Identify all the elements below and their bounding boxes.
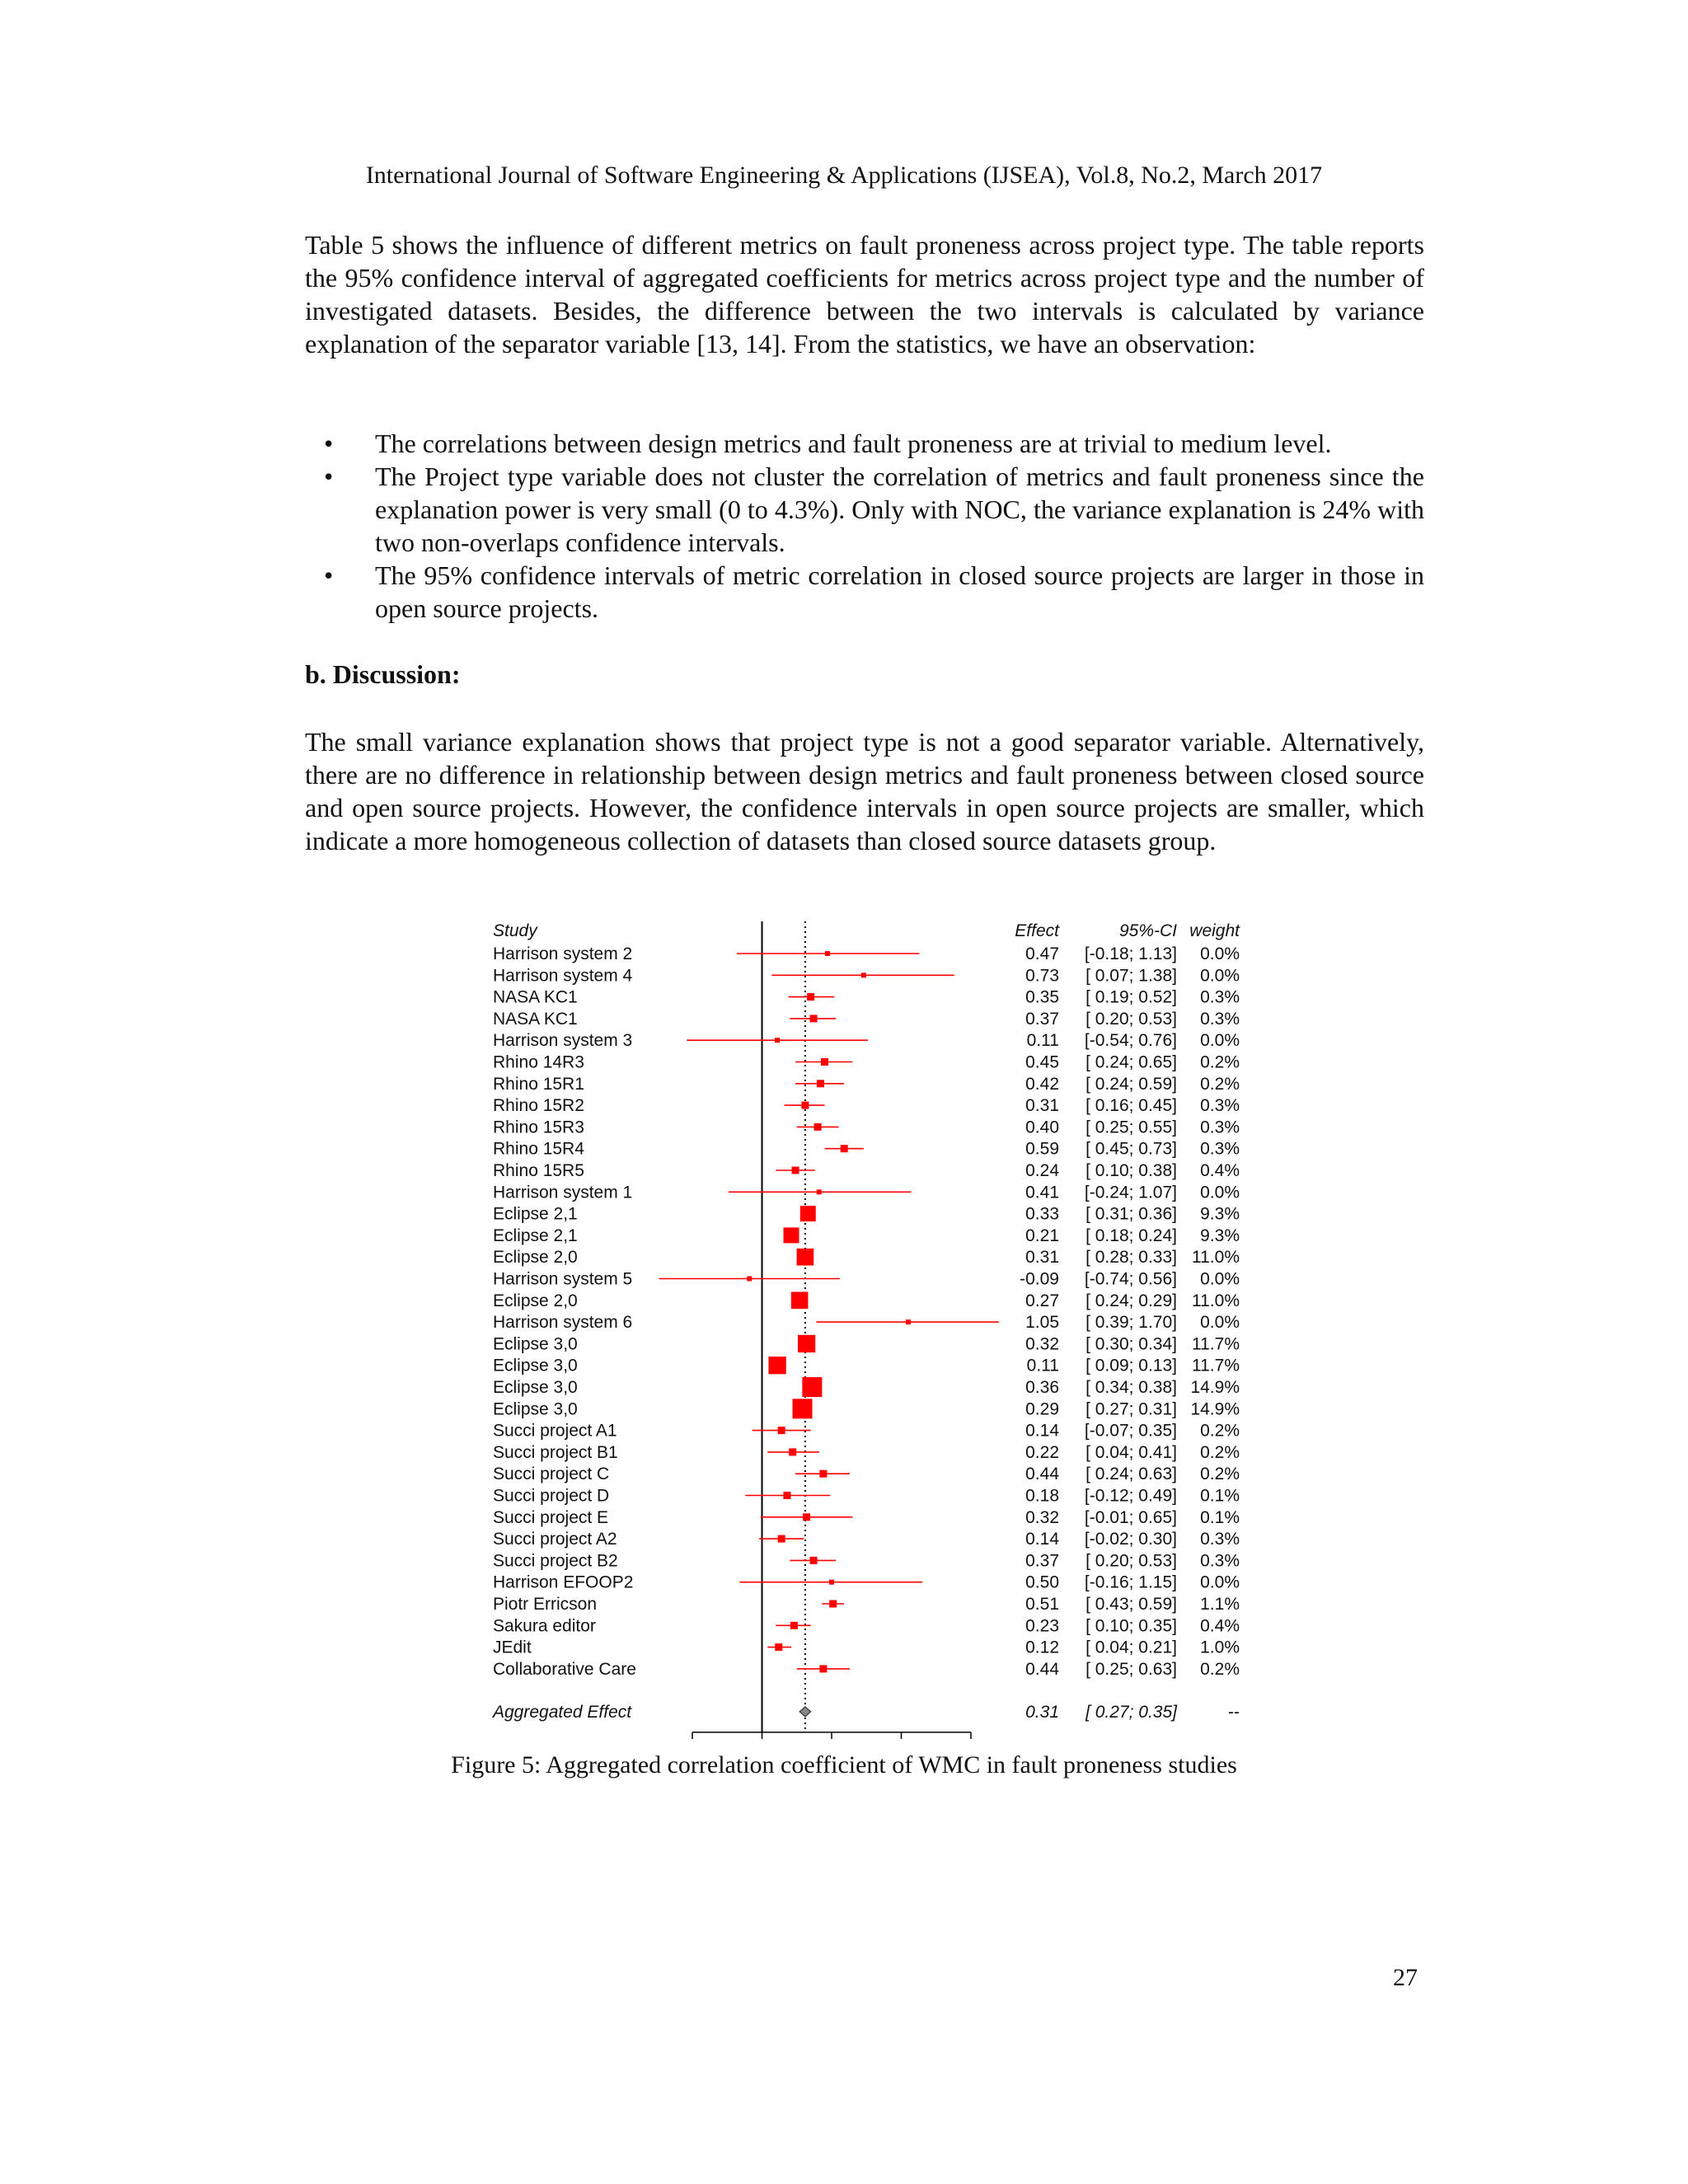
ci-value: [ 0.25; 0.63] bbox=[1085, 1659, 1177, 1679]
weight-value: 11.0% bbox=[1192, 1248, 1240, 1268]
weight-value: 0.3% bbox=[1200, 987, 1240, 1007]
effect-value: 0.47 bbox=[1025, 944, 1059, 963]
bullet-dot: • bbox=[324, 462, 334, 491]
study-label: Rhino 15R2 bbox=[493, 1096, 584, 1116]
effect-value: 0.32 bbox=[1025, 1334, 1059, 1354]
ci-value: [ 0.19; 0.52] bbox=[1085, 987, 1177, 1007]
ci-value: [ 0.24; 0.29] bbox=[1085, 1291, 1177, 1310]
ci-value: [ 0.34; 0.38] bbox=[1085, 1378, 1177, 1397]
header-ci: 95%-CI bbox=[1118, 921, 1177, 940]
ci-value: [-0.07; 0.35] bbox=[1084, 1421, 1177, 1441]
ci-value: [ 0.10; 0.38] bbox=[1085, 1161, 1177, 1180]
aggregate-weight-value: -- bbox=[1228, 1702, 1240, 1722]
ci-value: [ 0.16; 0.45] bbox=[1085, 1096, 1177, 1116]
study-label: Harrison system 2 bbox=[493, 944, 633, 963]
effect-marker bbox=[789, 1448, 796, 1455]
effect-value: 0.45 bbox=[1025, 1052, 1059, 1072]
ci-value: [-0.24; 1.07] bbox=[1084, 1183, 1177, 1202]
effect-value: 0.12 bbox=[1025, 1638, 1059, 1657]
study-label: Eclipse 2,0 bbox=[493, 1291, 578, 1310]
effect-value: 0.36 bbox=[1025, 1378, 1059, 1397]
effect-value: 0.11 bbox=[1026, 1356, 1059, 1376]
effect-value: 0.14 bbox=[1025, 1530, 1059, 1549]
study-label: Harrison system 1 bbox=[493, 1183, 633, 1202]
effect-marker bbox=[801, 1102, 809, 1109]
study-label: NASA KC1 bbox=[493, 1009, 578, 1029]
study-label: Succi project A1 bbox=[493, 1421, 617, 1441]
study-label: Succi project E bbox=[493, 1507, 609, 1527]
effect-marker bbox=[810, 1557, 818, 1564]
weight-value: 0.2% bbox=[1200, 1074, 1240, 1094]
ci-value: [-0.74; 0.56] bbox=[1084, 1269, 1177, 1289]
effect-marker bbox=[817, 1080, 824, 1087]
body-paragraph: Table 5 shows the influence of different metrics on fault proneness across project type. The table reports the 95% confidence interval of aggregated coefficients for metrics across project type and the number of investigated datasets. Besides, the difference between the two intervals is calculated by variance explanation of the separator variable [13, 14]. From the statistics, we have an observation: bbox=[305, 230, 1424, 359]
effect-value: 1.05 bbox=[1025, 1313, 1059, 1333]
weight-value: 0.1% bbox=[1200, 1507, 1240, 1527]
weight-value: 0.0% bbox=[1200, 1031, 1240, 1051]
header-study: Study bbox=[493, 921, 537, 940]
effect-value: 0.32 bbox=[1025, 1507, 1059, 1527]
effect-marker bbox=[791, 1291, 809, 1309]
study-label: Eclipse 2,1 bbox=[493, 1204, 578, 1224]
ci-value: [ 0.39; 1.70] bbox=[1085, 1313, 1177, 1333]
weight-value: 0.2% bbox=[1200, 1052, 1240, 1072]
study-label: Eclipse 3,0 bbox=[493, 1334, 578, 1354]
effect-value: -0.09 bbox=[1020, 1269, 1059, 1289]
effect-marker bbox=[821, 1058, 828, 1066]
weight-value: 14.9% bbox=[1190, 1378, 1240, 1397]
effect-value: 0.21 bbox=[1025, 1226, 1059, 1245]
page-number: 27 bbox=[1393, 1964, 1418, 1991]
effect-marker bbox=[802, 1377, 822, 1397]
ci-value: [ 0.20; 0.53] bbox=[1085, 1551, 1177, 1571]
effect-value: 0.18 bbox=[1025, 1486, 1059, 1506]
ci-value: [ 0.43; 0.59] bbox=[1085, 1595, 1177, 1614]
effect-marker bbox=[778, 1427, 785, 1434]
effect-value: 0.59 bbox=[1025, 1139, 1059, 1159]
ci-value: [ 0.07; 1.38] bbox=[1085, 966, 1177, 986]
effect-marker bbox=[829, 1580, 834, 1585]
bullet-item bbox=[305, 427, 1424, 460]
effect-value: 0.29 bbox=[1025, 1399, 1059, 1419]
ci-value: [ 0.09; 0.13] bbox=[1085, 1356, 1177, 1376]
weight-value: 0.1% bbox=[1200, 1486, 1240, 1506]
effect-marker bbox=[861, 972, 866, 977]
effect-value: 0.50 bbox=[1025, 1572, 1059, 1592]
effect-marker bbox=[793, 1399, 813, 1418]
weight-value: 11.0% bbox=[1192, 1291, 1240, 1310]
study-label: Eclipse 2,1 bbox=[493, 1226, 578, 1245]
bullet-text: The correlations between design metrics and fault proneness are at trivial to medium level. bbox=[375, 429, 1332, 458]
effect-value: 0.33 bbox=[1025, 1204, 1059, 1224]
section-subheading: b. Discussion: bbox=[305, 659, 461, 689]
effect-value: 0.51 bbox=[1025, 1595, 1059, 1614]
effect-value: 0.37 bbox=[1025, 1551, 1059, 1571]
study-label: Harrison EFOOP2 bbox=[493, 1572, 634, 1592]
ci-value: [ 0.04; 0.41] bbox=[1085, 1442, 1177, 1462]
weight-value: 11.7% bbox=[1192, 1356, 1240, 1376]
discussion-paragraph: The small variance explanation shows that project type is not a good separator variable. Alternatively, there are no difference in relationship between design metrics and fault proneness between closed source and open source projects. However, the confidence intervals in open source projects are smaller, which indicate a more homogeneous collection of datasets than closed source datasets group. bbox=[305, 727, 1424, 855]
study-label: Rhino 15R1 bbox=[493, 1074, 584, 1094]
effect-value: 0.24 bbox=[1025, 1161, 1059, 1180]
effect-value: 0.73 bbox=[1025, 966, 1059, 986]
bullet-dot: • bbox=[324, 560, 334, 590]
study-label: Succi project D bbox=[493, 1486, 610, 1506]
study-label: JEdit bbox=[493, 1638, 532, 1657]
weight-value: 0.4% bbox=[1200, 1161, 1240, 1180]
ci-value: [-0.16; 1.15] bbox=[1084, 1572, 1177, 1592]
effect-marker bbox=[778, 1535, 785, 1543]
effect-value: 0.11 bbox=[1026, 1031, 1059, 1051]
aggregate-ci-value: [ 0.27; 0.35] bbox=[1085, 1702, 1177, 1722]
study-label: Harrison system 3 bbox=[493, 1031, 633, 1051]
weight-value: 0.2% bbox=[1200, 1465, 1240, 1484]
effect-value: 0.14 bbox=[1025, 1421, 1059, 1441]
weight-value: 1.0% bbox=[1200, 1638, 1240, 1657]
study-label: Harrison system 6 bbox=[493, 1313, 633, 1333]
effect-marker bbox=[775, 1038, 780, 1043]
effect-marker bbox=[797, 1249, 814, 1266]
aggregate-diamond bbox=[799, 1707, 811, 1717]
study-label: Succi project A2 bbox=[493, 1530, 617, 1549]
weight-value: 0.3% bbox=[1200, 1118, 1240, 1137]
effect-marker bbox=[819, 1470, 827, 1478]
effect-value: 0.35 bbox=[1025, 987, 1059, 1007]
bullet-item bbox=[305, 559, 1424, 625]
weight-value: 0.4% bbox=[1200, 1616, 1240, 1636]
ci-value: [-0.18; 1.13] bbox=[1084, 944, 1177, 963]
study-label: Eclipse 2,0 bbox=[493, 1248, 578, 1268]
study-label: Rhino 14R3 bbox=[493, 1052, 584, 1072]
ci-value: [ 0.24; 0.63] bbox=[1085, 1465, 1177, 1484]
header-effect: Effect bbox=[1015, 921, 1059, 940]
running-header: International Journal of Software Engineering & Applications (IJSEA), Vol.8, No.2, March 2017 bbox=[365, 162, 1323, 189]
study-label: Succi project B1 bbox=[493, 1442, 618, 1462]
header-weight: weight bbox=[1189, 921, 1240, 940]
weight-value: 0.3% bbox=[1200, 1096, 1240, 1116]
effect-value: 0.31 bbox=[1025, 1096, 1059, 1116]
weight-value: 0.3% bbox=[1200, 1139, 1240, 1159]
bullet-text: The Project type variable does not cluster the correlation of metrics and fault proneness since the explanation power is very small (0 to 4.3%). Only with NOC, the variance explanation is 24% with two non-overlaps confidence intervals. bbox=[375, 462, 1424, 557]
effect-marker bbox=[817, 1189, 822, 1194]
effect-marker bbox=[906, 1319, 911, 1324]
effect-marker bbox=[798, 1335, 815, 1352]
weight-value: 14.9% bbox=[1190, 1399, 1240, 1419]
ci-value: [-0.54; 0.76] bbox=[1084, 1031, 1177, 1051]
effect-marker bbox=[768, 1357, 785, 1374]
effect-value: 0.44 bbox=[1025, 1659, 1059, 1679]
effect-marker bbox=[784, 1227, 799, 1243]
effect-value: 0.31 bbox=[1025, 1248, 1059, 1268]
effect-marker bbox=[803, 1513, 810, 1521]
effect-marker bbox=[807, 993, 814, 1001]
effect-value: 0.23 bbox=[1025, 1616, 1059, 1636]
study-label: Succi project C bbox=[493, 1465, 610, 1484]
effect-value: 0.41 bbox=[1025, 1183, 1059, 1202]
study-label: Rhino 15R3 bbox=[493, 1118, 584, 1137]
ci-value: [-0.02; 0.30] bbox=[1084, 1530, 1177, 1549]
study-label: Succi project B2 bbox=[493, 1551, 618, 1571]
observation-list bbox=[305, 427, 1424, 625]
effect-marker bbox=[829, 1601, 837, 1608]
weight-value: 1.1% bbox=[1200, 1595, 1240, 1614]
weight-value: 0.0% bbox=[1200, 1269, 1240, 1289]
effect-marker bbox=[747, 1277, 752, 1282]
effect-marker bbox=[841, 1145, 848, 1152]
bullet-item bbox=[305, 460, 1424, 559]
effect-value: 0.40 bbox=[1025, 1118, 1059, 1137]
ci-value: [-0.01; 0.65] bbox=[1084, 1507, 1177, 1527]
effect-marker bbox=[819, 1665, 827, 1672]
weight-value: 0.0% bbox=[1200, 1313, 1240, 1333]
ci-value: [ 0.24; 0.65] bbox=[1085, 1052, 1177, 1072]
weight-value: 0.0% bbox=[1200, 944, 1240, 963]
effect-marker bbox=[814, 1123, 822, 1131]
ci-value: [ 0.25; 0.55] bbox=[1085, 1118, 1177, 1137]
ci-value: [ 0.10; 0.35] bbox=[1085, 1616, 1177, 1636]
weight-value: 0.2% bbox=[1200, 1421, 1240, 1441]
study-label: NASA KC1 bbox=[493, 987, 578, 1007]
bullet-text: The 95% confidence intervals of metric correlation in closed source projects are larger in those in open source projects. bbox=[375, 560, 1424, 623]
weight-value: 0.3% bbox=[1200, 1551, 1240, 1571]
aggregate-effect-value: 0.31 bbox=[1025, 1702, 1059, 1722]
ci-value: [-0.12; 0.49] bbox=[1084, 1486, 1177, 1506]
figure-caption: Figure 5: Aggregated correlation coefficient of WMC in fault proneness studies bbox=[451, 1751, 1237, 1779]
ci-value: [ 0.18; 0.24] bbox=[1085, 1226, 1177, 1245]
bullet-dot: • bbox=[324, 429, 334, 458]
aggregate-label: Aggregated Effect bbox=[493, 1702, 632, 1722]
weight-value: 11.7% bbox=[1192, 1334, 1240, 1354]
study-label: Harrison system 5 bbox=[493, 1269, 633, 1289]
study-label: Harrison system 4 bbox=[493, 966, 633, 986]
effect-value: 0.37 bbox=[1025, 1009, 1059, 1029]
effect-marker bbox=[810, 1015, 818, 1022]
study-label: Sakura editor bbox=[493, 1616, 596, 1636]
ci-value: [ 0.27; 0.31] bbox=[1085, 1399, 1177, 1419]
ci-value: [ 0.28; 0.33] bbox=[1085, 1248, 1177, 1268]
weight-value: 0.0% bbox=[1200, 1183, 1240, 1202]
ci-value: [ 0.30; 0.34] bbox=[1085, 1334, 1177, 1354]
effect-value: 0.42 bbox=[1025, 1074, 1059, 1094]
study-label: Rhino 15R5 bbox=[493, 1161, 584, 1180]
study-label: Eclipse 3,0 bbox=[493, 1399, 578, 1419]
study-label: Eclipse 3,0 bbox=[493, 1378, 578, 1397]
study-label: Piotr Erricson bbox=[493, 1595, 598, 1614]
ci-value: [ 0.20; 0.53] bbox=[1085, 1009, 1177, 1029]
effect-value: 0.22 bbox=[1025, 1442, 1059, 1462]
weight-value: 0.0% bbox=[1200, 1572, 1240, 1592]
study-label: Eclipse 3,0 bbox=[493, 1356, 578, 1376]
effect-marker bbox=[775, 1643, 782, 1651]
ci-value: [ 0.04; 0.21] bbox=[1085, 1638, 1177, 1657]
effect-marker bbox=[783, 1492, 790, 1499]
ci-value: [ 0.45; 0.73] bbox=[1085, 1139, 1177, 1159]
effect-marker bbox=[792, 1167, 799, 1174]
weight-value: 0.0% bbox=[1200, 966, 1240, 986]
weight-value: 0.3% bbox=[1200, 1530, 1240, 1549]
forest-plot bbox=[478, 907, 1253, 1739]
weight-value: 0.2% bbox=[1200, 1442, 1240, 1462]
study-label: Collaborative Care bbox=[493, 1659, 636, 1679]
study-label: Rhino 15R4 bbox=[493, 1139, 584, 1159]
weight-value: 9.3% bbox=[1200, 1204, 1240, 1224]
weight-value: 0.3% bbox=[1200, 1009, 1240, 1029]
ci-value: [ 0.31; 0.36] bbox=[1085, 1204, 1177, 1224]
effect-marker bbox=[800, 1206, 816, 1221]
effect-marker bbox=[790, 1622, 798, 1629]
effect-value: 0.27 bbox=[1025, 1291, 1059, 1310]
ci-value: [ 0.24; 0.59] bbox=[1085, 1074, 1177, 1094]
effect-marker bbox=[825, 951, 830, 956]
effect-value: 0.44 bbox=[1025, 1465, 1059, 1484]
weight-value: 0.2% bbox=[1200, 1659, 1240, 1679]
weight-value: 9.3% bbox=[1200, 1226, 1240, 1245]
